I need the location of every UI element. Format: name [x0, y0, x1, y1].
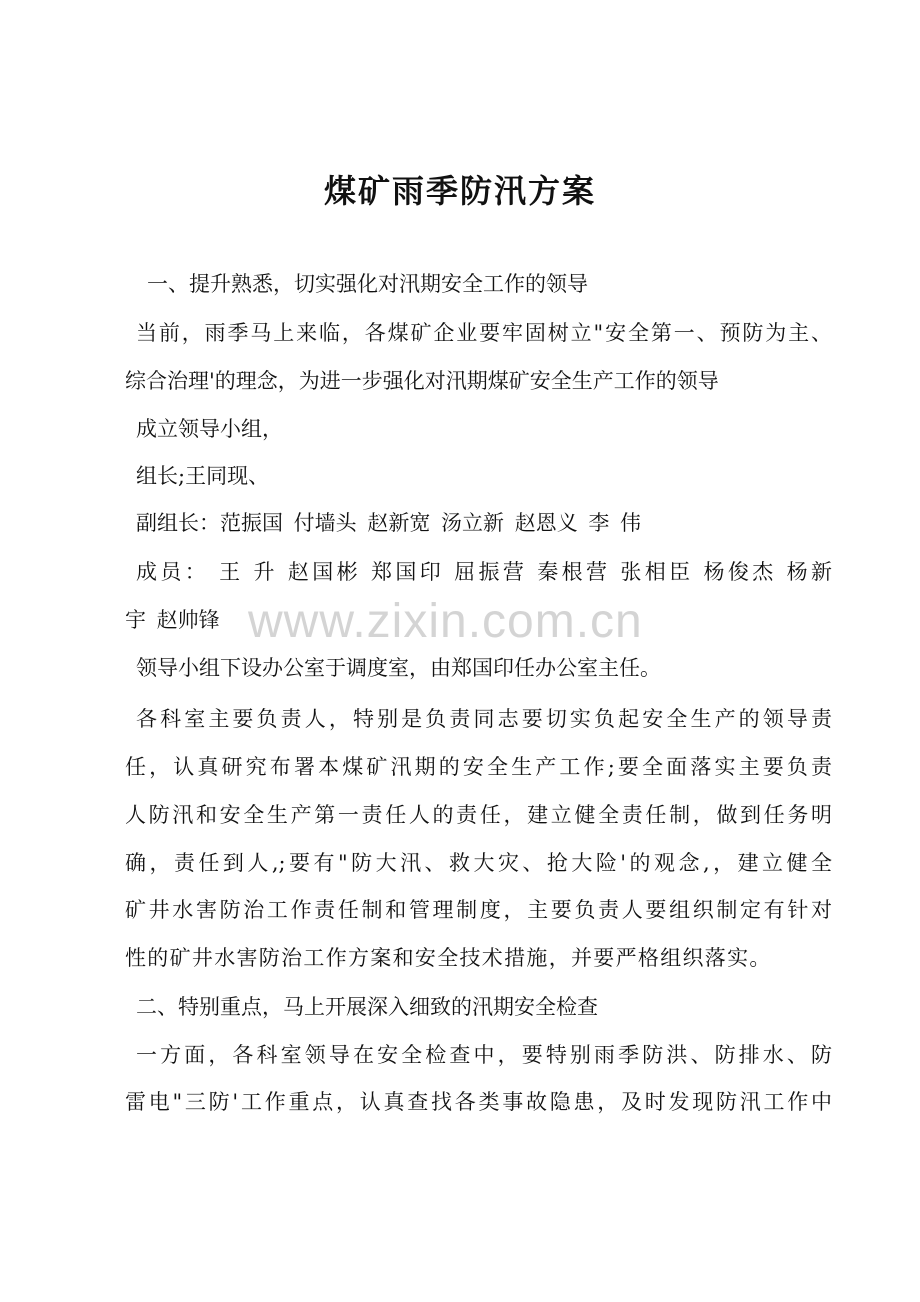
paragraph-line: 领导小组下设办公室于调度室，由郑国印任办公室主任。 — [136, 656, 661, 680]
paragraph-line: 组长;王同现、 — [136, 464, 270, 488]
watermark: www.zixin.com.cn — [248, 595, 643, 648]
paragraph-line: 综合治理'的理念，为进一步强化对汛期煤矿安全生产工作的领导 — [125, 369, 719, 393]
paragraph-line: 任，认真研究布署本煤矿汛期的安全生产工作;要全面落实主要负责 — [125, 755, 832, 779]
paragraph-line: 确，责任到人,;要有"防大汛、救大灾、抢大险'的观念,，建立健全 — [125, 851, 832, 875]
section-heading-1: 一、提升熟悉，切实强化对汛期安全工作的领导 — [147, 272, 588, 296]
section-heading-2: 二、特别重点，马上开展深入细致的汛期安全检查 — [136, 995, 598, 1019]
paragraph-line: 宇 赵帅锋 — [125, 608, 220, 632]
paragraph-line: 矿井水害防治工作责任制和管理制度，主要负责人要组织制定有针对 — [125, 898, 832, 922]
document-title: 煤矿雨季防汛方案 — [323, 172, 596, 210]
paragraph-line: 成员： 王 升 赵国彬 郑国印 屈振营 秦根营 张相臣 杨俊杰 杨新 — [136, 560, 832, 584]
paragraph-line: 雷电"三防'工作重点，认真查找各类事故隐患，及时发现防汛工作中 — [125, 1090, 832, 1114]
paragraph-line: 各科室主要负责人，特别是负责同志要切实负起安全生产的领导责 — [136, 707, 832, 731]
paragraph-line: 副组长：范振国 付墙头 赵新宽 汤立新 赵恩义 李 伟 — [136, 511, 642, 535]
paragraph-line: 成立领导小组， — [136, 417, 283, 441]
paragraph-line: 当前，雨季马上来临，各煤矿企业要牢固树立"安全第一、预防为主、 — [136, 321, 832, 345]
paragraph-line: 人防汛和安全生产第一责任人的责任，建立健全责任制，做到任务明 — [125, 803, 832, 827]
paragraph-line: 性的矿井水害防治工作方案和安全技术措施，并要严格组织落实。 — [125, 946, 772, 970]
paragraph-line: 一方面，各科室领导在安全检查中，要特别雨季防洪、防排水、防 — [136, 1043, 832, 1067]
